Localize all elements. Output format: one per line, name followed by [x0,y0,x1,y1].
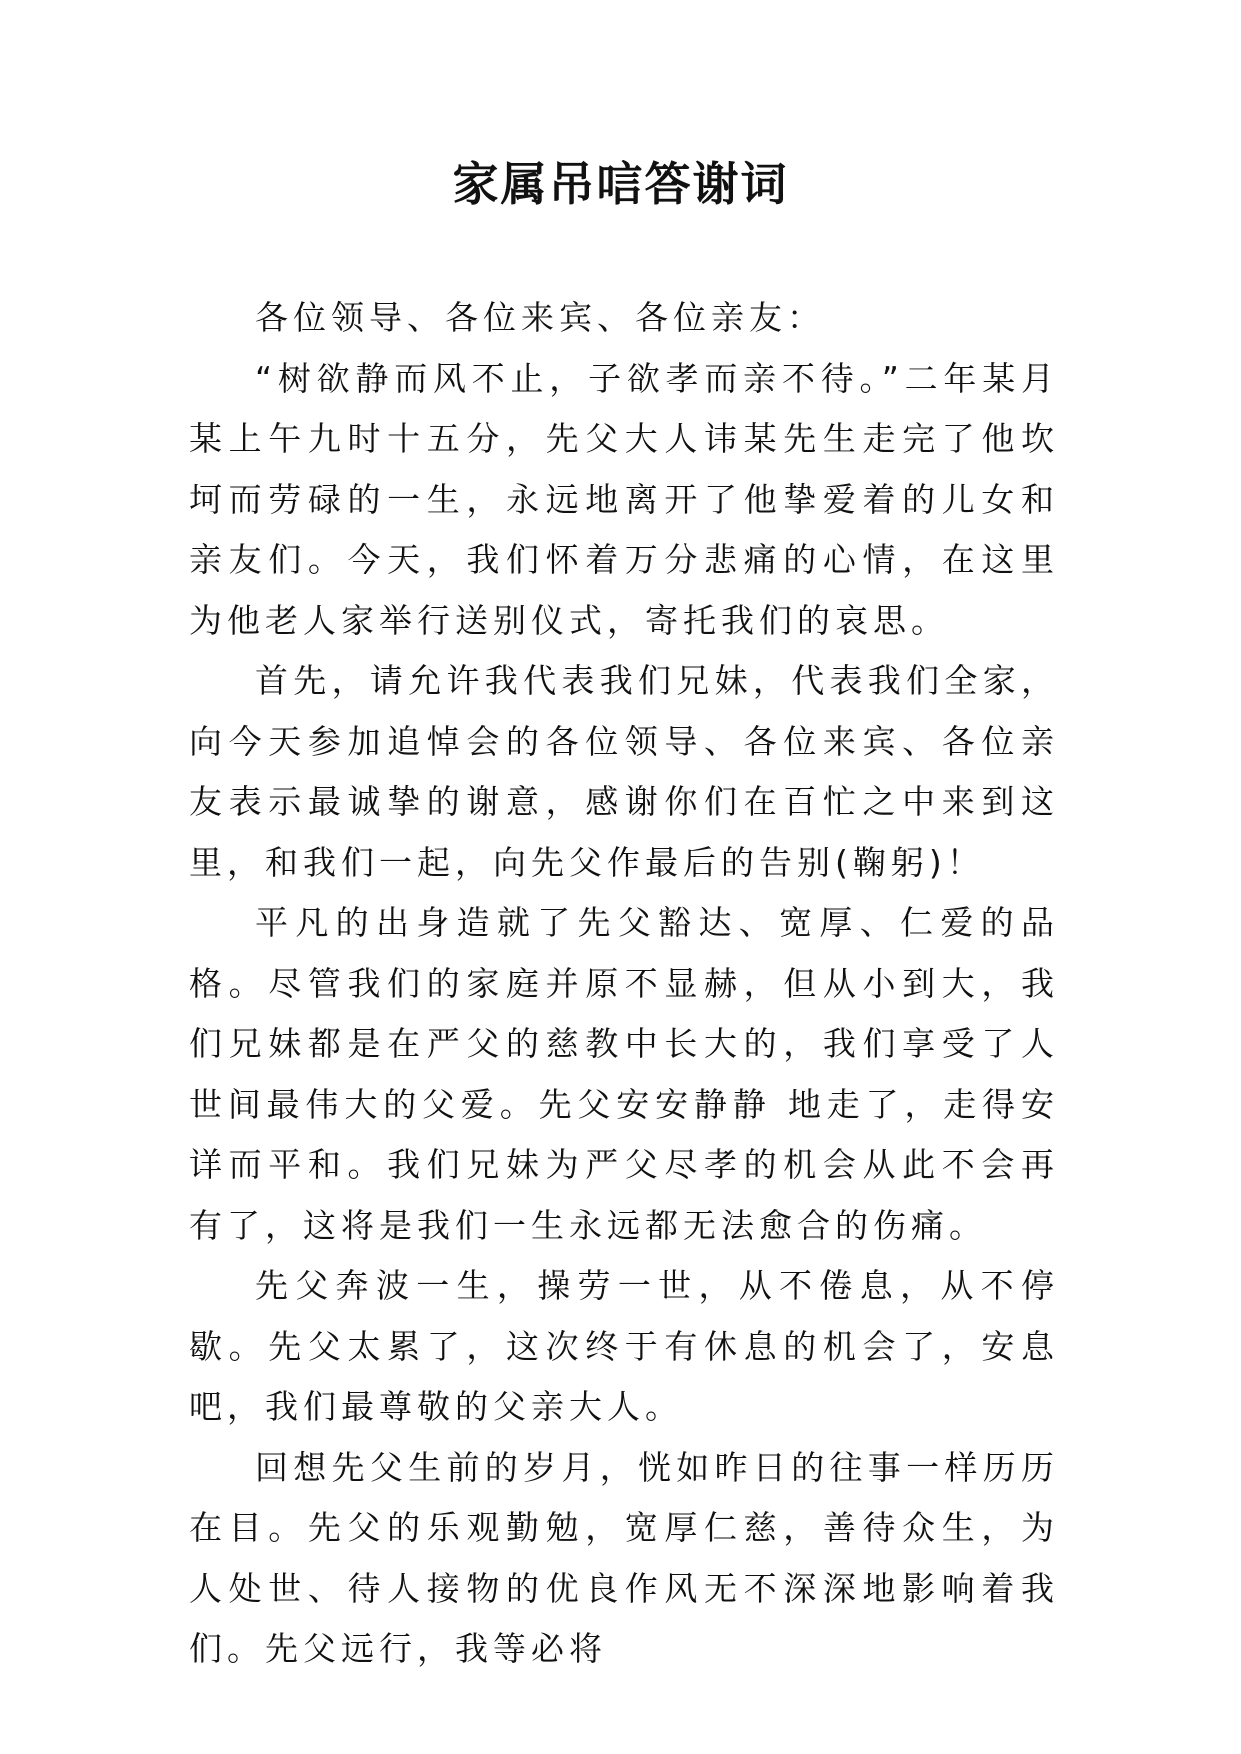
paragraph-3: 平凡的出身造就了先父豁达、宽厚、仁爱的品格。尽管我们的家庭并原不显赫，但从小到大，我们兄妹都是在严父的慈教中长大的，我们享受了人世间最伟大的父爱。先父安安静静 地走了，走得安详而平和。我们兄妹为严父尽孝的机会从此不会再有了，这将是我们一生永远都无法愈合的伤痛。 [189,903,1059,1245]
page-title: 家属吊唁答谢词 [452,157,789,211]
paragraph-2: 首先，请允许我代表我们兄妹，代表我们全家，向今天参加追悼会的各位领导、各位来宾、各位亲友表示最诚挚的谢意，感谢你们在百忙之中来到这里，和我们一起，向先父作最后的告别(鞠躬)！ [189,661,1059,882]
paragraph-5: 回想先父生前的岁月，恍如昨日的往事一样历历在目。先父的乐观勤勉，宽厚仁慈，善待众生，为人处世、待人接物的优良作风无不深深地影响着我们。先父远行，我等必将 [189,1447,1059,1668]
paragraph-1: “树欲静而风不止，子欲孝而亲不待。”二年某月某上午九时十五分，先父大人讳某先生走完了他坎坷而劳碌的一生，永远地离开了他挚爱着的儿女和亲友们。今天，我们怀着万分悲痛的心情，在这里为他老人家举行送别仪式，寄托我们的哀思。 [189,358,1059,640]
salutation: 各位领导、各位来宾、各位亲友： [255,298,825,337]
document-body [189,288,1059,1680]
paragraph-4: 先父奔波一生，操劳一世，从不倦息，从不停歇。先父太累了，这次终于有休息的机会了，安息吧，我们最尊敬的父亲大人。 [189,1266,1059,1426]
